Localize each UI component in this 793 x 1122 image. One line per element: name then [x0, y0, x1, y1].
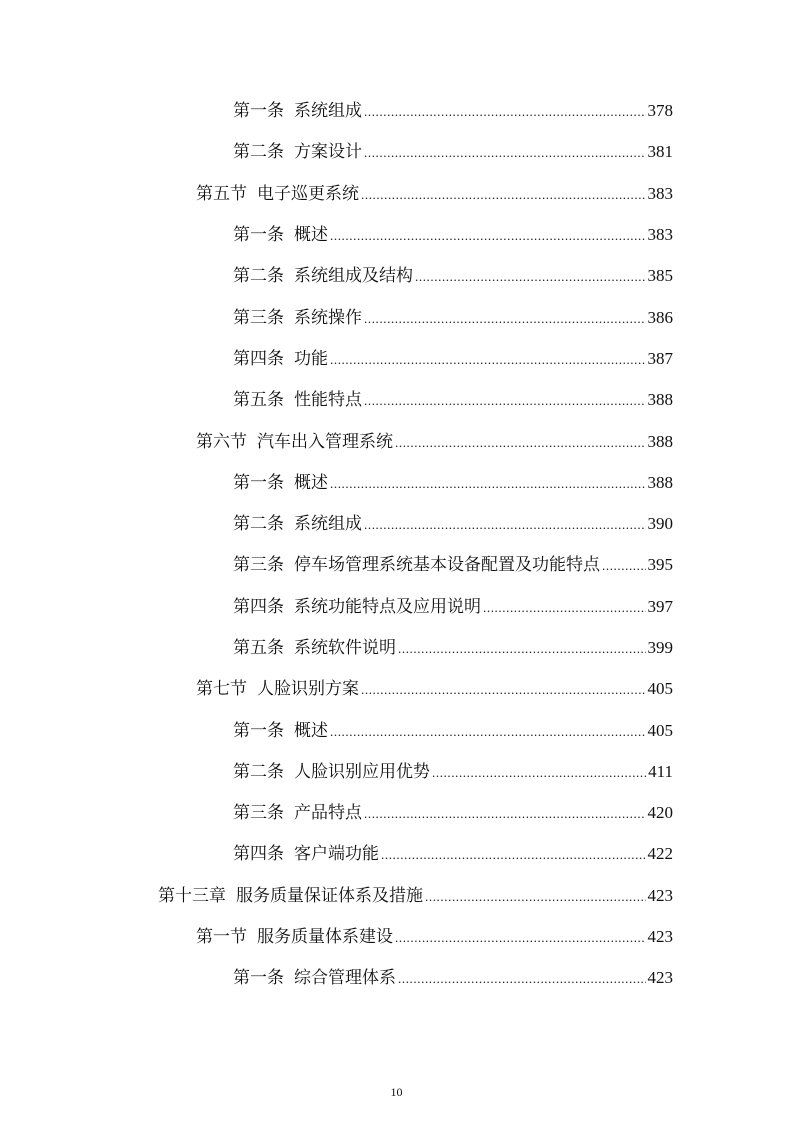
toc-entry-title: 性能特点 [294, 390, 362, 411]
toc-entry-title: 方案设计 [294, 142, 362, 163]
toc-entry-page: 388 [647, 431, 673, 451]
toc-dot-leader [364, 311, 646, 327]
toc-entry-label: 第五条 [233, 638, 284, 658]
toc-dot-leader [330, 724, 646, 740]
toc-entry[interactable] [0, 212, 793, 253]
toc-entry-title: 电子巡更系统 [257, 183, 359, 204]
toc-entry-label: 第一条 [233, 968, 284, 989]
toc-dot-leader [425, 889, 646, 905]
toc-entry-line [196, 922, 673, 947]
toc-entry-page: 378 [647, 101, 673, 121]
toc-entry-title: 综合管理体系 [294, 968, 396, 989]
toc-entry-label: 第四条 [233, 844, 284, 865]
toc-entry-line [233, 633, 673, 658]
toc-dot-leader [364, 145, 646, 161]
toc-dot-leader [398, 641, 646, 657]
toc-entry-label: 第三条 [233, 803, 284, 824]
toc-dot-leader [364, 517, 646, 533]
toc-entry-page: 386 [647, 307, 673, 327]
toc-dot-leader [364, 806, 646, 822]
toc-entry[interactable] [0, 171, 793, 212]
toc-entry-line [233, 757, 673, 782]
toc-entry[interactable] [0, 790, 793, 831]
toc-entry-line [233, 220, 673, 245]
toc-entry-page: 405 [647, 720, 673, 740]
toc-entry-line [233, 839, 673, 864]
toc-entry-page: 395 [647, 555, 673, 575]
toc-entry-title: 服务质量保证体系及措施 [236, 885, 423, 906]
toc-entry-label: 第三条 [233, 555, 284, 576]
toc-entry-label: 第一条 [233, 225, 284, 246]
toc-entry[interactable] [0, 749, 793, 790]
toc-entry-line [233, 303, 673, 328]
toc-entry-line [233, 716, 673, 741]
toc-dot-leader [364, 104, 646, 120]
toc-dot-leader [602, 558, 646, 574]
toc-entry-line [196, 179, 673, 204]
table-of-contents [0, 88, 793, 997]
toc-entry-label: 第五条 [233, 390, 284, 411]
toc-entry-page: 423 [647, 927, 673, 947]
toc-entry-label: 第二条 [233, 266, 284, 287]
toc-dot-leader [364, 393, 646, 409]
toc-dot-leader [483, 600, 646, 616]
toc-entry-page: 422 [647, 844, 673, 864]
toc-entry-page: 423 [647, 885, 673, 905]
toc-entry[interactable] [0, 914, 793, 955]
toc-entry-line [233, 385, 673, 410]
toc-entry-title: 概述 [294, 472, 328, 493]
toc-dot-leader [330, 476, 646, 492]
toc-entry[interactable] [0, 707, 793, 748]
toc-entry[interactable] [0, 873, 793, 914]
toc-entry-title: 服务质量体系建设 [257, 927, 393, 948]
toc-entry[interactable] [0, 418, 793, 459]
toc-entry[interactable] [0, 88, 793, 129]
toc-entry-page: 420 [647, 803, 673, 823]
toc-dot-leader [432, 765, 646, 781]
toc-entry-page: 388 [647, 472, 673, 492]
toc-entry-title: 客户端功能 [294, 844, 379, 865]
toc-entry-title: 概述 [294, 720, 328, 741]
toc-entry-label: 第一节 [196, 927, 247, 948]
toc-entry-page: 390 [647, 514, 673, 534]
toc-entry-line [158, 881, 673, 906]
toc-entry-label: 第五节 [196, 183, 247, 204]
toc-entry-label: 第六节 [196, 431, 247, 452]
toc-entry[interactable] [0, 584, 793, 625]
toc-entry-label: 第四条 [233, 348, 284, 369]
toc-entry-line [233, 550, 673, 575]
toc-entry-title: 系统组成 [294, 101, 362, 122]
toc-entry-label: 第一条 [233, 472, 284, 493]
toc-entry-page: 385 [647, 266, 673, 286]
toc-entry-page: 383 [647, 225, 673, 245]
page-number: 10 [390, 1085, 403, 1099]
toc-entry-line [233, 798, 673, 823]
toc-entry-page: 405 [647, 679, 673, 699]
toc-entry-title: 人脸识别应用优势 [294, 761, 430, 782]
toc-entry[interactable] [0, 253, 793, 294]
toc-entry-title: 系统操作 [294, 307, 362, 328]
toc-entry[interactable] [0, 377, 793, 418]
toc-entry-line [233, 344, 673, 369]
toc-entry-line [196, 674, 673, 699]
toc-entry-label: 第一条 [233, 720, 284, 741]
toc-entry-label: 第二条 [233, 514, 284, 535]
toc-dot-leader [395, 930, 646, 946]
toc-entry-title: 汽车出入管理系统 [257, 431, 393, 452]
toc-entry-label: 第三条 [233, 307, 284, 328]
toc-entry-label: 第二条 [233, 142, 284, 163]
toc-entry-page: 411 [648, 761, 673, 781]
toc-entry[interactable] [0, 336, 793, 377]
toc-dot-leader [395, 435, 646, 451]
toc-entry[interactable] [0, 501, 793, 542]
toc-entry-line [233, 468, 673, 493]
toc-entry-line [233, 261, 673, 286]
toc-entry[interactable] [0, 831, 793, 872]
toc-entry-label: 第四条 [233, 596, 284, 617]
toc-entry-page: 388 [647, 390, 673, 410]
toc-entry[interactable] [0, 460, 793, 501]
toc-entry-line [233, 963, 673, 988]
toc-dot-leader [361, 187, 646, 203]
toc-entry-label: 第十三章 [158, 885, 226, 906]
toc-entry-page: 397 [647, 596, 673, 616]
toc-entry-line [196, 427, 673, 452]
toc-entry-line [233, 509, 673, 534]
toc-entry-title: 产品特点 [294, 803, 362, 824]
toc-entry-title: 系统组成 [294, 514, 362, 535]
toc-entry[interactable] [0, 294, 793, 335]
toc-entry-title: 停车场管理系统基本设备配置及功能特点 [294, 555, 600, 576]
toc-entry-line [233, 592, 673, 617]
toc-entry-title: 系统功能特点及应用说明 [294, 596, 481, 617]
toc-entry[interactable] [0, 129, 793, 170]
toc-entry-page: 383 [647, 183, 673, 203]
toc-entry-title: 人脸识别方案 [257, 679, 359, 700]
toc-entry-title: 系统组成及结构 [294, 266, 413, 287]
toc-entry[interactable] [0, 666, 793, 707]
toc-dot-leader [398, 971, 646, 987]
toc-dot-leader [330, 228, 646, 244]
toc-entry-label: 第二条 [233, 761, 284, 782]
toc-entry[interactable] [0, 955, 793, 996]
toc-entry-label: 第七节 [196, 679, 247, 700]
toc-entry-title: 概述 [294, 225, 328, 246]
toc-entry[interactable] [0, 625, 793, 666]
toc-dot-leader [381, 847, 646, 863]
toc-entry-line [233, 96, 673, 121]
toc-entry-label: 第一条 [233, 101, 284, 122]
toc-entry[interactable] [0, 542, 793, 583]
toc-entry-page: 381 [647, 142, 673, 162]
toc-entry-page: 387 [647, 348, 673, 368]
toc-dot-leader [361, 682, 646, 698]
toc-entry-title: 功能 [294, 348, 328, 369]
toc-dot-leader [330, 352, 646, 368]
toc-entry-page: 423 [647, 968, 673, 988]
toc-entry-title: 系统软件说明 [294, 638, 396, 658]
toc-entry-page: 399 [647, 638, 673, 657]
toc-dot-leader [415, 269, 646, 285]
toc-entry-line [233, 137, 673, 162]
